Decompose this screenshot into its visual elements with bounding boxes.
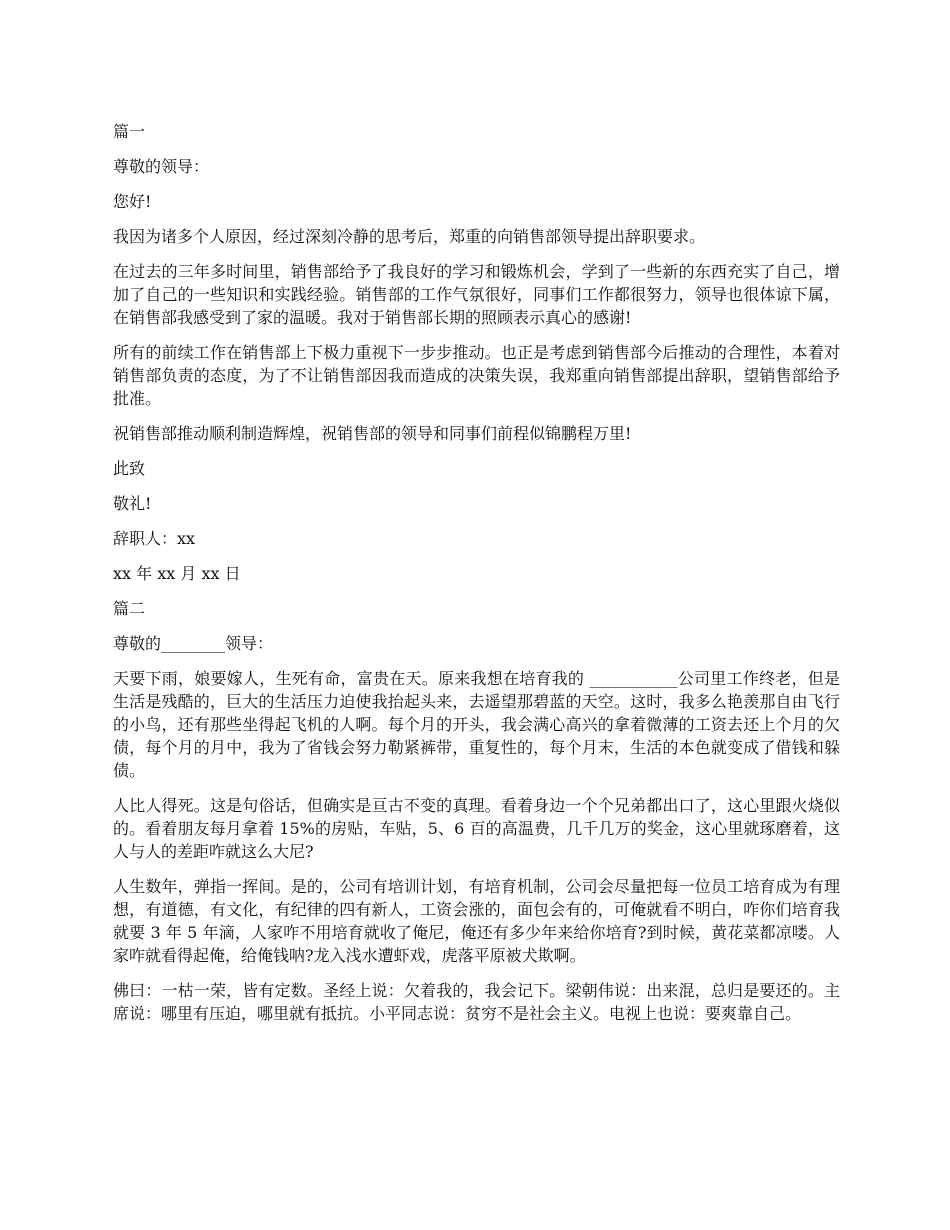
document-body	[113, 120, 840, 1037]
date-line: xx 年 xx 月 xx 日	[113, 564, 241, 583]
closing: 此致	[113, 459, 146, 478]
closing-salute: 敬礼!	[113, 494, 152, 513]
section-heading-2: 篇二	[113, 599, 146, 618]
greeting: 您好!	[113, 192, 152, 211]
body-paragraph: 天要下雨，娘要嫁人，生死有命，富贵在天。原来我想在培育我的 ___________公司里工作终老，但是生活是残酷的，巨大的生活压力迫使我抬起头来，去遥望那碧蓝的天空。这时，我多么艳羡那自由飞行的小鸟，还有那些坐得起飞机的人啊。每个月的开头，我会满心高兴的拿着微薄的工资去还上个月的欠债，每个月的月中，我为了省钱会努力勒紧裤带，重复性的，每个月末，生活的本色就变成了借钱和躲债。	[113, 669, 840, 780]
body-paragraph: 我因为诸多个人原因，经过深刻冷静的思考后，郑重的向销售部领导提出辞职要求。	[113, 227, 706, 246]
salutation: 尊敬的________领导：	[113, 634, 274, 653]
body-paragraph: 在过去的三年多时间里，销售部给予了我良好的学习和锻炼机会，学到了一些新的东西充实了自己，增加了自己的一些知识和实践经验。销售部的工作气氛很好，同事们工作都很努力，领导也很体谅下属，在销售部我感受到了家的温暖。我对于销售部长期的照顾表示真心的感谢!	[113, 262, 840, 327]
body-paragraph: 人生数年，弹指一挥间。是的，公司有培训计划，有培育机制，公司会尽量把每一位员工培育成为有理想，有道德，有文化，有纪律的四有新人，工资会涨的，面包会有的，可俺就看不明白，咋你们培育我就要 3 年 5 年滴，人家咋不用培育就收了俺尼，俺还有多少年来给你培育?到时候，黄花菜都凉喽。人家咋就看得起俺，给俺钱呐?龙入浅水遭虾戏，虎落平原被犬欺啊。	[113, 877, 840, 965]
body-paragraph: 祝销售部推动顺利制造辉煌，祝销售部的领导和同事们前程似锦鹏程万里!	[113, 424, 632, 443]
signature: 辞职人：xx	[113, 529, 196, 548]
body-paragraph: 所有的前续工作在销售部上下极力重视下一步步推动。也正是考虑到销售部今后推动的合理性，本着对销售部负责的态度，为了不让销售部因我而造成的决策失误，我郑重向销售部提出辞职，望销售部给予批准。	[113, 343, 840, 408]
salutation: 尊敬的领导：	[113, 157, 210, 176]
body-paragraph: 佛曰：一枯一荣，皆有定数。圣经上说：欠着我的，我会记下。梁朝伟说：出来混，总归是要还的。主席说：哪里有压迫，哪里就有抵抗。小平同志说：贫穷不是社会主义。电视上也说：要爽靠自己。	[113, 981, 840, 1023]
body-paragraph: 人比人得死。这是句俗话，但确实是亘古不变的真理。看着身边一个个兄弟都出口了，这心里跟火烧似的。看着朋友每月拿着 15%的房贴，车贴，5、6 百的高温费，几千几万的奖金，这心里就琢磨着，这人与人的差距咋就这么大尼?	[113, 796, 840, 861]
section-heading-1: 篇一	[113, 122, 146, 141]
